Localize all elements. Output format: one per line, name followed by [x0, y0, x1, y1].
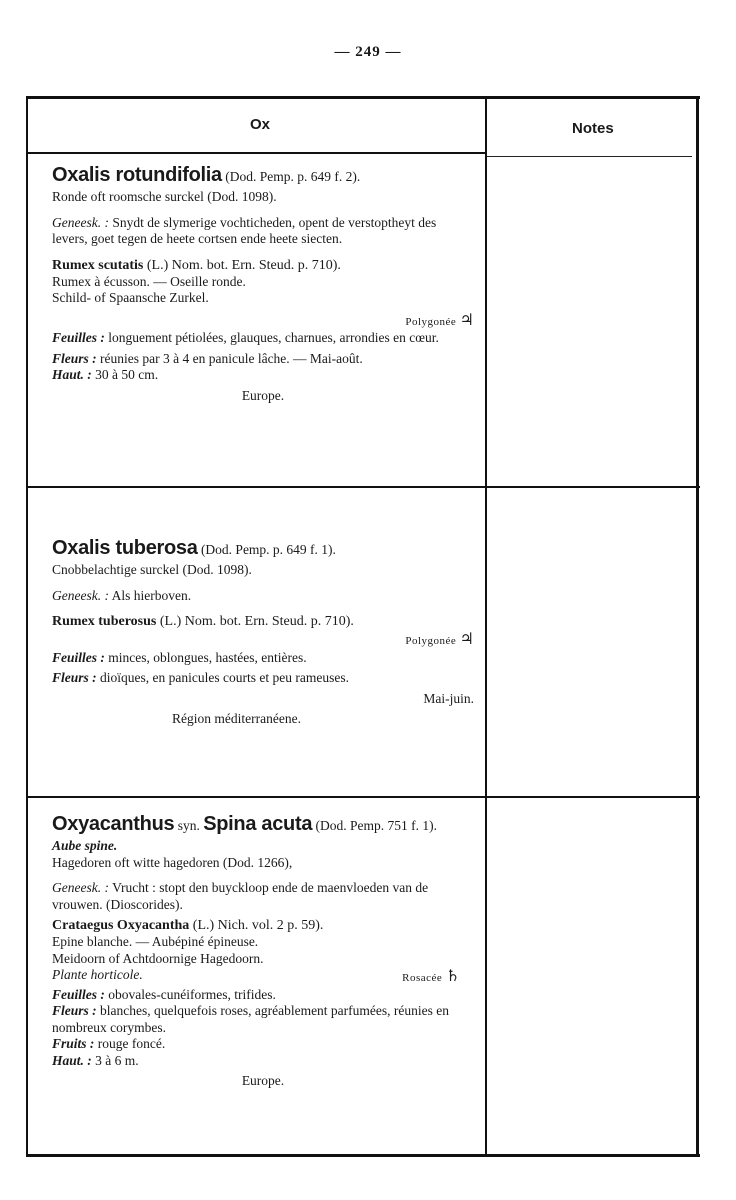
table-top-rule: [26, 96, 700, 99]
entry-divider-2: [26, 796, 700, 798]
botanical-synonym: Rumex tuberosus (L.) Nom. bot. Ern. Steud. p. 710).: [52, 614, 354, 630]
vernacular-name: Ronde oft roomsche surckel (Dod. 1098).: [52, 189, 277, 205]
column-header-notes: Notes: [572, 120, 614, 137]
plant-family: Polygonée ♃: [405, 311, 474, 329]
vernacular-name: Hagedoren oft witte hagedoren (Dod. 1266),: [52, 854, 293, 870]
botanical-synonym: Crataegus Oxyacantha (L.) Nich. vol. 2 p. 59).: [52, 918, 324, 934]
height-description: Haut. : 3 à 6 m.: [52, 1052, 139, 1068]
entry-divider-1: [26, 486, 700, 488]
entry-reference: (Dod. Pemp. p. 649 f. 2).: [225, 169, 361, 184]
entry-title: Oxalis tuberosa: [52, 537, 198, 559]
page-number: — 249 —: [334, 44, 402, 60]
distribution-region: Europe.: [241, 1073, 285, 1089]
entry-reference: (Dod. Pemp. 751 f. 1).: [315, 818, 438, 833]
plant-type: Plante horticole.: [52, 967, 143, 983]
plant-family: Rosacée: [402, 972, 443, 985]
flowers-description: Fleurs : blanches, quelquefois roses, agréablement parfumées, réunies en nombreux corymbes.: [52, 1003, 450, 1035]
entry-oxalis-rotundifolia: [52, 163, 474, 404]
fruits-description: Fruits : rouge foncé.: [52, 1036, 166, 1052]
leaves-description: Feuilles : obovales-cunéiformes, trifides.: [52, 986, 276, 1002]
column-header-main: Ox: [250, 116, 271, 133]
medicinal-use: Geneesk. : Vrucht : stopt den buyckloop ende de maenvloeden van de vrouwen. (Dioscorides).: [52, 880, 429, 912]
perennial-symbol-icon: ♃: [459, 631, 474, 649]
distribution-region: Europe.: [241, 387, 285, 403]
table-bottom-rule: [26, 1154, 700, 1157]
entry-oxalis-tuberosa: [52, 536, 474, 728]
common-name-nl: Schild- of Spaansche Zurkel.: [52, 290, 209, 306]
vernacular-name: Cnobbelachtige surckel (Dod. 1098).: [52, 562, 252, 578]
tree-symbol-icon: ♄: [445, 968, 460, 986]
plant-type-line: [52, 967, 474, 987]
medicinal-use: Geneesk. : Als hierboven.: [52, 587, 192, 603]
notes-header-rule: [487, 156, 692, 157]
entry-title-alt: Spina acuta: [203, 813, 313, 835]
flowers-description: Fleurs : réunies par 3 à 4 en panicule lâche. — Mai-août.: [52, 350, 363, 366]
entry-oxyacanthus: [52, 812, 474, 1090]
french-name: Aube spine.: [52, 838, 118, 854]
synonym-word: syn.: [177, 818, 200, 833]
flowering-season: Mai-juin.: [423, 690, 474, 706]
plant-family: Polygonée ♃: [405, 631, 474, 649]
leaves-description: Feuilles : longuement pétiolées, glauques, charnues, arrondies en cœur.: [52, 330, 439, 346]
botanical-synonym: Rumex scutatis (L.) Nom. bot. Ern. Steud. p. 710).: [52, 257, 341, 273]
entry-title: Oxyacanthus: [52, 813, 175, 835]
flowers-description: Fleurs : dioïques, en panicules courts et peu rameuses.: [52, 670, 349, 686]
entry-title: Oxalis rotundifolia: [52, 164, 222, 186]
table-left-rule: [26, 96, 28, 1157]
common-name-fr: Epine blanche. — Aubépiné épineuse.: [52, 934, 259, 950]
common-name-nl: Meidoorn of Achtdoornige Hagedoorn.: [52, 950, 264, 966]
perennial-symbol-icon: ♃: [459, 311, 474, 329]
leaves-description: Feuilles : minces, oblongues, hastées, entières.: [52, 649, 307, 665]
header-rule: [26, 152, 487, 154]
medicinal-use: Geneesk. : Snydt de slymerige vochticheden, opent de verstoptheyt des levers, goet tegen de heete cortsen ende heete siecten.: [52, 214, 437, 247]
distribution-region: Région méditerranéene.: [172, 711, 301, 727]
column-divider: [485, 96, 487, 1157]
entry-reference: (Dod. Pemp. p. 649 f. 1).: [200, 542, 336, 557]
common-name-fr: Rumex à écusson. — Oseille ronde.: [52, 273, 246, 289]
table-right-rule: [696, 96, 699, 1157]
height-description: Haut. : 30 à 50 cm.: [52, 367, 159, 383]
